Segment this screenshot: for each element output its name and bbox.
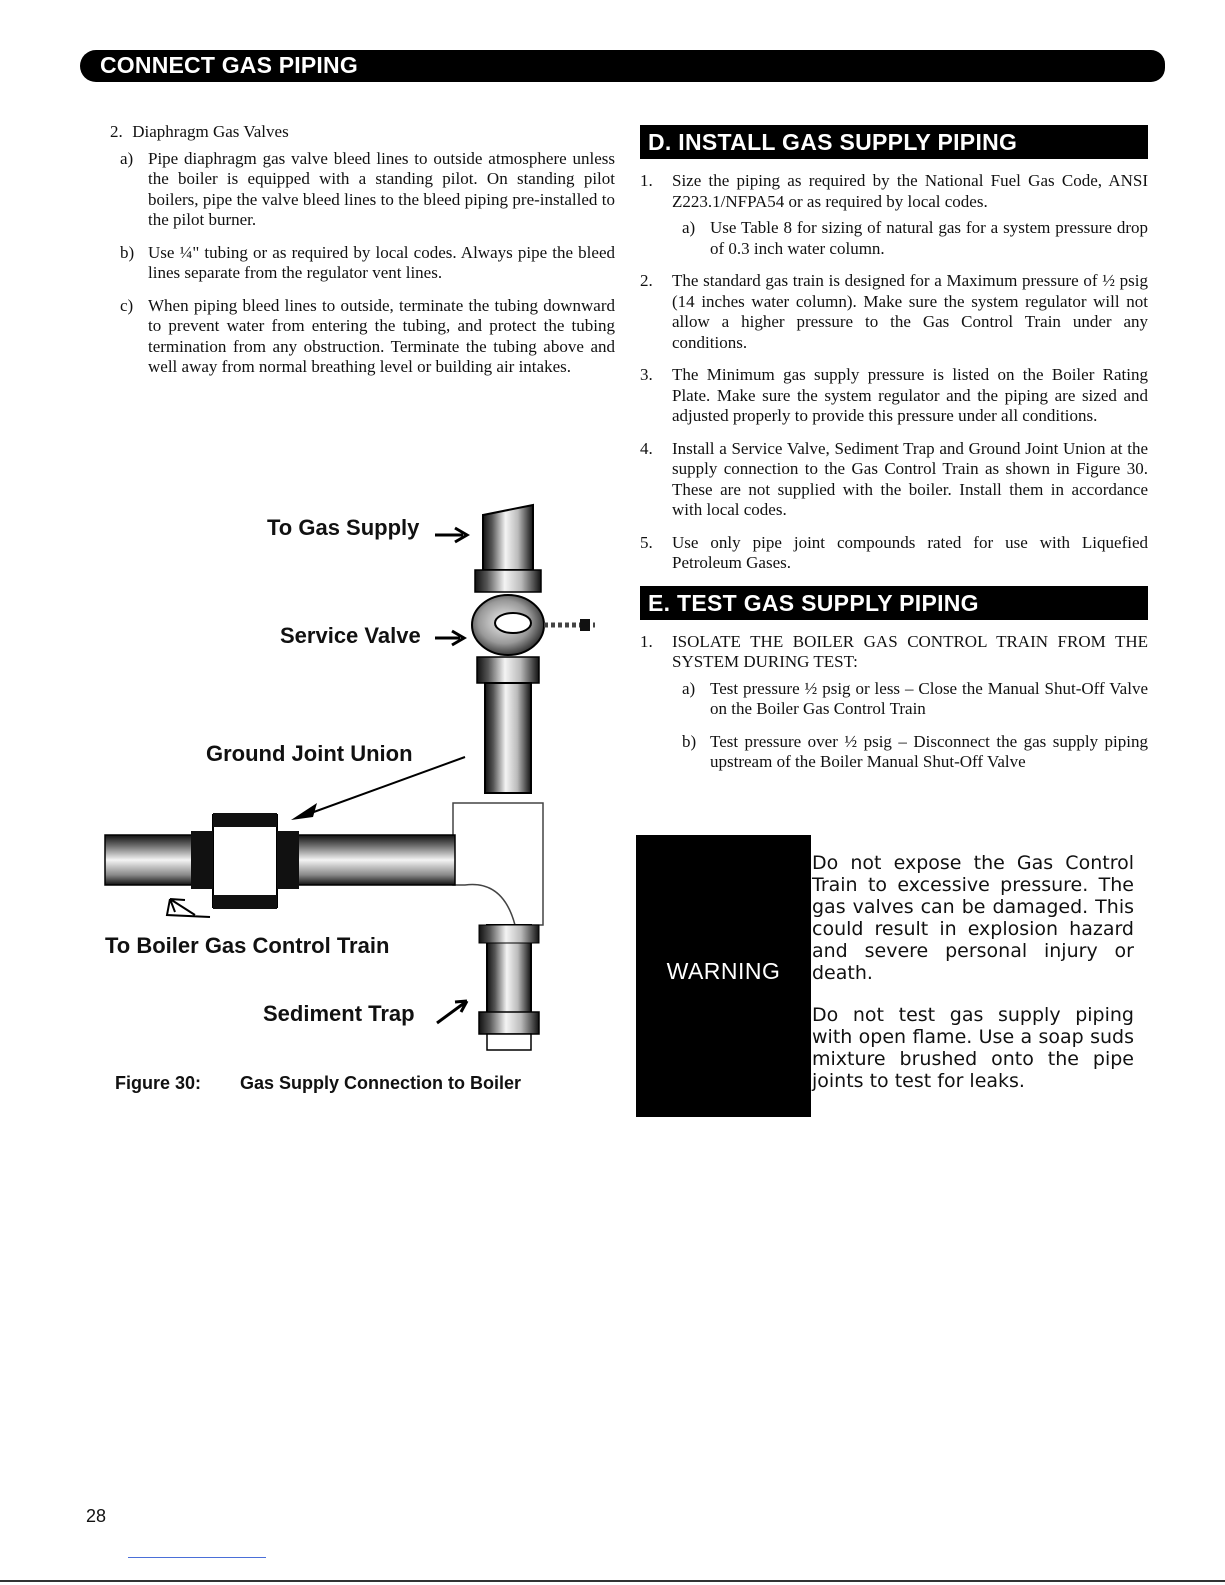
item-text: Pipe diaphragm gas valve bleed lines to outside atmosphere unless the boiler is equipped with a standing pilot. On standing pilot boilers, pipe the valve bleed lines to the bleed piping pre-installed to the pilot burner.	[148, 148, 615, 229]
list-item	[640, 171, 1148, 259]
item-label: c)	[120, 295, 134, 315]
list-item	[640, 632, 1148, 773]
item-number: 1.	[640, 631, 653, 651]
list-item	[640, 439, 1148, 521]
pipe-fitting	[475, 570, 541, 592]
valve-stem-end	[580, 619, 590, 631]
pipe-fitting	[479, 925, 539, 943]
label-sediment-trap: Sediment Trap	[263, 1001, 415, 1026]
section-heading-d: D. INSTALL GAS SUPPLY PIPING	[640, 125, 1148, 159]
footer-link-underline	[128, 1557, 266, 1558]
label-to-gas-supply: To Gas Supply	[267, 515, 420, 540]
figure-caption	[115, 1073, 521, 1094]
item-text: Install a Service Valve, Sediment Trap and Ground Joint Union at the supply connection to the Gas Control Train as shown in Figure 30. These are not supplied with the boiler. Install them in accordance with local codes.	[672, 438, 1148, 519]
label-service-valve: Service Valve	[280, 623, 421, 648]
union-side	[191, 831, 213, 889]
list-number: 2.	[110, 122, 123, 141]
list-item	[110, 296, 615, 378]
page-bottom-rule	[0, 1580, 1225, 1582]
item-number: 5.	[640, 532, 653, 552]
item-text: Use only pipe joint compounds rated for use with Liquefied Petroleum Gases.	[672, 532, 1148, 572]
union-nut-bottom	[213, 895, 277, 909]
item-text: Use ¼" tubing or as required by local codes. Always pipe the bleed lines separate from the regulator vent lines.	[148, 242, 615, 282]
list-item	[640, 365, 1148, 427]
sub-item	[672, 679, 1148, 720]
item-number: 2.	[640, 271, 653, 290]
warning-box	[636, 835, 1146, 1117]
arrow-sediment-trap	[437, 1001, 467, 1023]
item-number: 1.	[640, 171, 653, 190]
list-item	[640, 533, 1148, 574]
arrow-union-head	[291, 803, 317, 820]
union-nut-top	[213, 813, 277, 827]
list-heading	[110, 122, 615, 143]
sediment-trap-cap	[479, 1012, 539, 1034]
item-label: b)	[682, 731, 697, 751]
item-label: a)	[682, 218, 696, 237]
left-column	[110, 122, 615, 390]
item-text: The standard gas train is designed for a Maximum pressure of ½ psig (14 inches water column). Make sure the system regulator will not allow a higher pressure to the Gas Control Train under any conditions.	[672, 271, 1148, 352]
item-text: ISOLATE THE BOILER GAS CONTROL TRAIN FROM THE SYSTEM DURING TEST:	[672, 631, 1148, 671]
item-text: Size the piping as required by the National Fuel Gas Code, ANSI Z223.1/NFPA54 or as required by local codes.	[672, 171, 1148, 211]
service-valve-handle	[495, 613, 531, 633]
item-text: The Minimum gas supply pressure is listed on the Boiler Rating Plate. Make sure the system regulator and the piping are sized and adjusted properly to provide this pressure under all conditions.	[672, 365, 1148, 425]
caption-number: Figure 30:	[115, 1073, 202, 1093]
gas-supply-figure	[95, 495, 615, 1115]
sub-item	[672, 732, 1148, 773]
item-text: Test pressure over ½ psig – Disconnect the gas supply piping upstream of the Boiler Manual Shut-Off Valve	[710, 731, 1148, 771]
item-text: Test pressure ½ psig or less – Close the Manual Shut-Off Valve on the Boiler Gas Control Train	[710, 678, 1148, 718]
arrow-service-valve	[435, 631, 464, 645]
item-text: Use Table 8 for sizing of natural gas for a system pressure drop of 0.3 inch water column.	[710, 218, 1148, 258]
item-number: 4.	[640, 438, 653, 458]
trap-cap-end	[487, 1034, 531, 1050]
item-text: When piping bleed lines to outside, terminate the tubing downward to prevent water from entering the tubing, and protect the tubing termination from any obstruction. Terminate the tubing above and well away from normal breathing level or building air intakes.	[148, 295, 615, 376]
right-column	[640, 125, 1148, 785]
label-to-boiler-train: To Boiler Gas Control Train	[105, 933, 390, 958]
union-side	[277, 831, 299, 889]
warning-label: WARNING	[666, 958, 781, 984]
list-item	[110, 243, 615, 284]
item-label: a)	[120, 148, 134, 168]
warning-tag	[636, 835, 811, 1117]
ground-joint-union	[213, 815, 277, 907]
page-number: 28	[86, 1506, 107, 1526]
warning-paragraph: Do not test gas supply piping with open flame. Use a soap suds mixture brushed onto the pipe joints to test for leaks.	[812, 1004, 1134, 1092]
section-banner	[80, 50, 1165, 82]
tee-fitting	[453, 803, 543, 925]
label-ground-joint-union: Ground Joint Union	[206, 741, 413, 766]
item-label: b)	[120, 242, 135, 262]
list-title: Diaphragm Gas Valves	[132, 122, 289, 141]
list-item	[110, 149, 615, 231]
arrow-gas-supply	[435, 528, 467, 542]
section-heading-e: E. TEST GAS SUPPLY PIPING	[640, 586, 1148, 620]
page-title: CONNECT GAS PIPING	[100, 52, 358, 78]
pipe-fitting	[477, 657, 539, 683]
supply-pipe	[483, 505, 533, 570]
item-number: 3.	[640, 365, 653, 384]
vertical-pipe	[485, 683, 531, 793]
arrow-boiler-train	[167, 899, 210, 917]
warning-text	[812, 852, 1134, 1112]
sub-item	[672, 218, 1148, 259]
caption-text: Gas Supply Connection to Boiler	[240, 1073, 522, 1093]
list-item	[640, 271, 1148, 353]
item-label: a)	[682, 678, 696, 698]
warning-paragraph: Do not expose the Gas Control Train to excessive pressure. The gas valves can be damaged. This could result in explosion hazard and severe personal injury or death.	[812, 852, 1134, 984]
